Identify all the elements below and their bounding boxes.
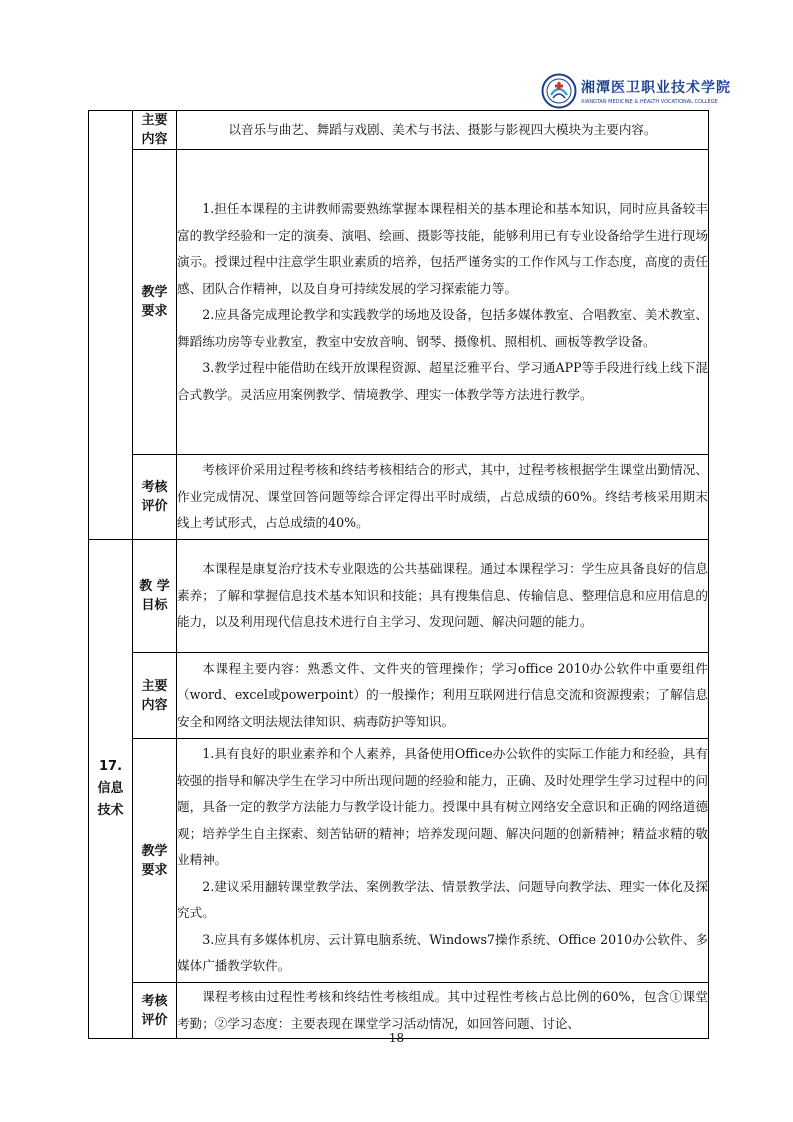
paragraph: 1.担任本课程的主讲教师需要熟练掌握本课程相关的基本理论和基本知识，同时应具备较丰富的教学经验和一定的演奏、演唱、绘画、摄影等技能，能够利用已有专业设备给学生进行现场演示。授课过程中注意学生职业素质的培养，包括严谨务实的工作作风与工作态度，高度的责任感、团队合作精神，以及自身可持续发展的学习探索能力等。 (177, 201, 708, 296)
paragraph: 2.应具备完成理论教学和实践教学的场地及设备，包括多媒体教室、合唱教室、美术教室、舞蹈练功房等专业教室，教室中安放音响、钢琴、摄像机、照相机、画板等教学设备。 (177, 307, 708, 349)
paragraph: 3.应具有多媒体机房、云计算电脑系统、Windows7操作系统、Office 2010办公软件、多媒体广播教学软件。 (177, 931, 708, 974)
college-emblem-icon (541, 73, 577, 109)
college-name-en: XIANGTAN MEDICINE & HEALTH VOCATIONAL COLLEGE (581, 99, 718, 105)
paragraph: 1.具有良好的职业素养和个人素养，具备使用Office办公软件的实际工作能力和经验，具有较强的指导和解决学生在学习中所出现问题的经验和能力，正确、及时处理学生学习过程中的问题，具备一定的教学方法能力与教学设计能力。授课中具有树立网络安全意识和正确的网络道德观；培养学生自主探索、刻苦钻研的精神；培养发现问题、解决问题的创新精神；精益求精的敬业精神。 (177, 746, 708, 868)
section-content: 以音乐与曲艺、舞蹈与戏剧、美术与书法、摄影与影视四大模块为主要内容。 (177, 111, 709, 150)
college-logo (541, 70, 741, 112)
paragraph: 2.建议采用翻转课堂教学法、案例教学法、情景教学法、问题导向教学法、理实一体化及探究式。 (177, 878, 708, 921)
college-name-cn: 湘潭医卫职业技术学院 (581, 80, 731, 96)
course-name-cell-empty (89, 111, 133, 540)
section-content (177, 150, 709, 455)
section-label: 考核 评价 (133, 455, 177, 540)
table-row (89, 739, 709, 983)
page-number: 18 (388, 1031, 405, 1045)
paragraph: 3.教学过程中能借助在线开放课程资源、超星泛雅平台、学习通APP等手段进行线上线下混合式教学。灵活应用案例教学、情境教学、理实一体教学等方法进行教学。 (177, 360, 708, 402)
section-content: 本课程主要内容：熟悉文件、文件夹的管理操作；学习office 2010办公软件中重要组件（word、excel或powerpoint）的一般操作；利用互联网进行信息交流和资源搜索；了解信息安全和网络文明法规法律知识、病毒防护等知识。 (177, 653, 709, 739)
section-content: 考核评价采用过程考核和终结考核相结合的形式，其中，过程考核根据学生课堂出勤情况、作业完成情况、课堂回答问题等综合评定得出平时成绩，占总成绩的60%。终结考核采用期末线上考试形式，占总成绩的40%。 (177, 455, 709, 540)
section-label: 教学 要求 (133, 150, 177, 455)
section-content (177, 739, 709, 983)
course-name-cell: 17. 信息 技术 (89, 540, 133, 1039)
section-label: 主要 内容 (133, 111, 177, 150)
table-row (89, 653, 709, 739)
section-label: 考核 评价 (133, 983, 177, 1039)
section-label: 教学 要求 (133, 739, 177, 983)
curriculum-table (88, 110, 709, 1039)
section-content: 课程考核由过程性考核和终结性考核组成。其中过程性考核占总比例的60%，包含①课堂考勤；②学习态度：主要表现在课堂学习活动情况，如回答问题、讨论、 (177, 983, 709, 1039)
section-label: 教 学 目标 (133, 540, 177, 653)
table-row (89, 540, 709, 653)
section-content: 本课程是康复治疗技术专业限选的公共基础课程。通过本课程学习：学生应具备良好的信息素养；了解和掌握信息技术基本知识和技能；具有搜集信息、传输信息、整理信息和应用信息的能力，以及利用现代信息技术进行自主学习、发现问题、解决问题的能力。 (177, 540, 709, 653)
section-label: 主要 内容 (133, 653, 177, 739)
table-row (89, 455, 709, 540)
table-row (89, 150, 709, 455)
table-row (89, 111, 709, 150)
course-number: 17. (98, 759, 123, 774)
